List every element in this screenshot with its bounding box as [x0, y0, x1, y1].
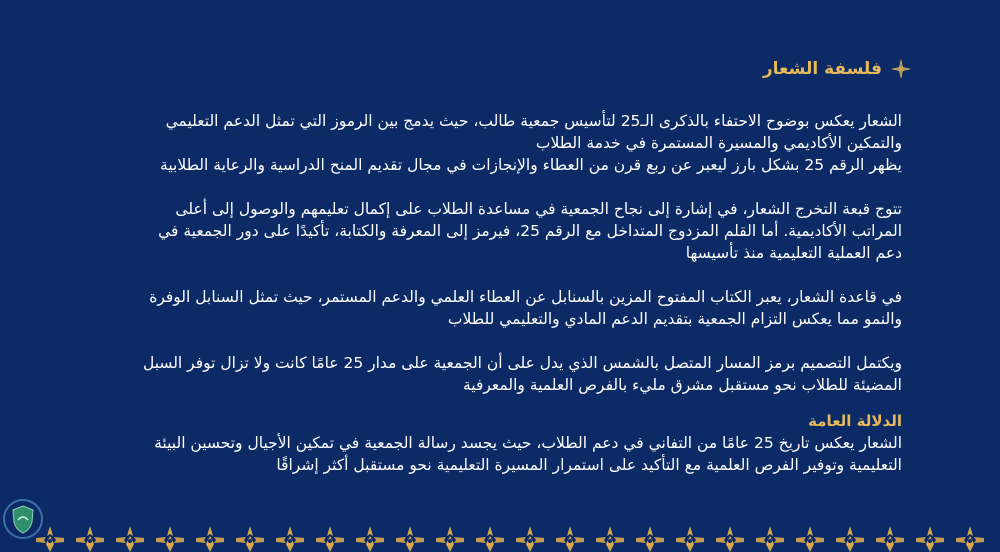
gold-star-ornament-icon — [890, 58, 912, 80]
floral-ornament-icon — [710, 524, 750, 552]
floral-ornament-icon — [950, 524, 990, 552]
floral-ornament-icon — [910, 524, 950, 552]
text-line: الشعار يعكس بوضوح الاحتفاء بالذكرى الـ25 لتأسيس جمعية طالب، حيث يدمج بين الرموز التي تمثل الدعم التعليمي — [165, 112, 902, 130]
floral-ornament-icon — [230, 524, 270, 552]
floral-ornament-icon — [790, 524, 830, 552]
text-line: دعم العملية التعليمية منذ تأسيسها — [685, 244, 902, 262]
body-text — [44, 110, 902, 498]
floral-ornament-icon — [310, 524, 350, 552]
text-line: والتمكين الأكاديمي والمسيرة المستمرة في خدمة الطلاب — [535, 134, 902, 152]
floral-ornament-icon — [470, 524, 510, 552]
section-heading — [763, 58, 912, 80]
text-line: في قاعدة الشعار، يعبر الكتاب المفتوح المزين بالسنابل عن العطاء العلمي والدعم المستمر، حيث تمثل السنابل الوفرة — [149, 288, 902, 306]
floral-ornament-icon — [350, 524, 390, 552]
text-line: الشعار يعكس تاريخ 25 عامًا من التفاني في دعم الطلاب، حيث يجسد رسالة الجمعية في تمكين الأجيال وتحسين البيئة — [154, 434, 902, 452]
floral-ornament-icon — [270, 524, 310, 552]
floral-ornament-icon — [30, 524, 70, 552]
heading-title: فلسفة الشعار — [762, 59, 882, 79]
text-line: التعليمية وتوفير الفرص العلمية مع التأكيد على استمرار المسيرة التعليمية نحو مستقبل أكثر إشراقًا — [276, 456, 902, 474]
floral-ornament-icon — [870, 524, 910, 552]
floral-ornament-icon — [70, 524, 110, 552]
floral-ornament-icon — [670, 524, 710, 552]
floral-ornament-icon — [150, 524, 190, 552]
subsection-title: الدلالة العامة — [808, 412, 902, 430]
floral-ornament-icon — [190, 524, 230, 552]
floral-ornament-icon — [590, 524, 630, 552]
floral-ornament-icon — [630, 524, 670, 552]
floral-ornament-icon — [830, 524, 870, 552]
floral-ornament-icon — [510, 524, 550, 552]
floral-ornament-icon — [750, 524, 790, 552]
paragraph-4 — [44, 352, 902, 396]
paragraph-1 — [44, 110, 902, 176]
text-line: المضيئة للطلاب نحو مستقبل مشرق مليء بالفرص العلمية والمعرفية — [462, 376, 902, 394]
section-general-meaning — [44, 410, 902, 476]
floral-ornament-icon — [430, 524, 470, 552]
paragraph-2 — [44, 198, 902, 264]
floral-ornament-icon — [390, 524, 430, 552]
text-line: يظهر الرقم 25 بشكل بارز ليعبر عن ربع قرن من العطاء والإنجازات في مجال تقديم المنح الدراسية والرعاية الطلابية — [160, 156, 902, 174]
text-line: والنمو مما يعكس التزام الجمعية بتقديم الدعم المادي والتعليمي للطلاب — [447, 310, 902, 328]
text-line: تتوج قبعة التخرج الشعار، في إشارة إلى نجاح الجمعية في مساعدة الطلاب على إكمال تعليمهم والوصول إلى أعلى — [175, 200, 902, 218]
floral-ornament-icon — [110, 524, 150, 552]
text-line: المراتب الأكاديمية. أما القلم المزدوج المتداخل مع الرقم 25، فيرمز إلى المعرفة والكتابة، تأكيدًا على دور الجمعية في — [158, 222, 902, 240]
gold-floral-border-icon — [30, 522, 1000, 552]
text-line: ويكتمل التصميم برمز المسار المتصل بالشمس الذي يدل على أن الجمعية على مدار 25 عامًا كانت ولا تزال توفر السبل — [142, 354, 902, 372]
paragraph-3 — [44, 286, 902, 330]
floral-ornament-icon — [550, 524, 590, 552]
